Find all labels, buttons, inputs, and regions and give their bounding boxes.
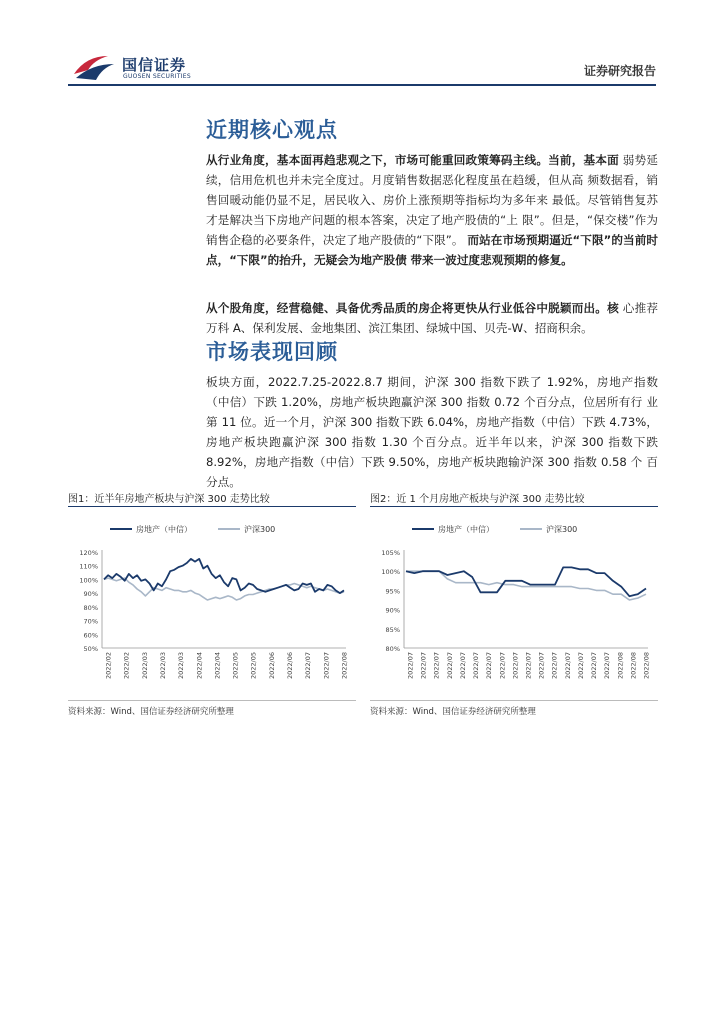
x-tick-label: 2022/07 — [485, 652, 494, 680]
text-line: 业第 11 位。近一个月，沪深 300 指数下跌 6.04%，房地产指数（中信）下跌 4.73%， — [206, 395, 659, 429]
text-line: 心推荐万科 A、保利发展、金地集团、滨江集团、绿城中国、贝壳-W、招商积余。 — [206, 301, 658, 335]
y-tick-label: 80% — [83, 603, 98, 612]
y-tick-label: 105% — [381, 549, 400, 557]
legend-label: 沪深300 — [546, 525, 578, 534]
y-tick-label: 85% — [385, 625, 400, 634]
x-tick-label: 2022/07 — [498, 652, 507, 680]
y-tick-label: 95% — [385, 587, 400, 596]
x-tick-label: 2022/08 — [616, 652, 625, 680]
y-tick-label: 70% — [83, 617, 98, 626]
text-line: 百分点。 — [206, 455, 658, 489]
x-tick-label: 2022/07 — [576, 652, 585, 680]
x-tick-label: 2022/07 — [304, 652, 313, 680]
figure-1-bottom-rule — [68, 700, 356, 701]
x-tick-label: 2022/07 — [563, 652, 572, 680]
x-tick-label: 2022/08 — [629, 652, 638, 680]
text-line: 从个股角度，经营稳健、具备优秀品质的房企将更快从行业低谷中脱颖而出。核 — [206, 301, 619, 315]
figure-2-source: 资料来源：Wind、国信证券经济研究所整理 — [370, 707, 536, 717]
figure-2-chart — [370, 510, 658, 700]
x-tick-label: 2022/07 — [524, 652, 533, 680]
x-tick-label: 2022/07 — [419, 652, 428, 680]
page-header — [68, 48, 656, 86]
section-title-market-review: 市场表现回顾 — [206, 340, 338, 364]
y-tick-label: 50% — [83, 645, 98, 653]
y-tick-label: 60% — [83, 631, 98, 640]
paragraph-market-review — [206, 372, 658, 492]
section-title-core-views: 近期核心观点 — [206, 118, 338, 142]
x-tick-label: 2022/07 — [603, 652, 612, 680]
text-line: 房地产板块跑赢沪深 300 指数 1.30 个百分点。近半年以来，沪深 300 指数下跌 — [206, 435, 658, 449]
y-tick-label: 120% — [79, 549, 98, 557]
x-tick-label: 2022/06 — [267, 652, 276, 680]
x-tick-label: 2022/08 — [642, 652, 651, 680]
text-line: 从行业角度，基本面再趋悲观之下，市场可能重回政策筹码主线。当前，基本面 — [206, 153, 619, 167]
x-tick-label: 2022/07 — [511, 652, 520, 680]
x-tick-label: 2022/07 — [432, 652, 441, 680]
y-tick-label: 80% — [385, 645, 400, 653]
x-tick-label: 2022/04 — [195, 652, 204, 680]
figure-1-title: 图1：近半年房地产板块与沪深 300 走势比较 — [68, 494, 270, 505]
y-tick-label: 100% — [79, 576, 98, 585]
x-tick-label: 2022/07 — [406, 652, 415, 680]
legend-label: 房地产（中信） — [438, 525, 494, 534]
x-tick-label: 2022/07 — [458, 652, 467, 680]
figure-1-top-rule — [68, 506, 356, 507]
text-line: 带来一波过度悲观预期的修复。 — [410, 253, 573, 267]
legend-label: 沪深300 — [244, 525, 276, 534]
figure-2-bottom-rule — [370, 700, 658, 701]
x-tick-label: 2022/08 — [340, 652, 349, 680]
text-line: 最低。尽管销售复苏才是解决当下房地产问题的根本答案，决定了地产股债的“上 — [206, 193, 658, 227]
x-tick-label: 2022/03 — [177, 652, 186, 680]
x-tick-label: 2022/03 — [140, 652, 149, 680]
x-tick-label: 2022/02 — [122, 652, 131, 680]
series-line — [406, 567, 646, 596]
x-tick-label: 2022/07 — [590, 652, 599, 680]
text-line: 而站在市场预期逼近“下限”的当前时点，“下限”的抬升，无疑会为地产股债 — [206, 233, 659, 267]
text-line: 限”。但是，“保交楼”作为销售企稳的必要条件，决定了地产股债的“下限”。 — [206, 213, 658, 247]
text-line: 频数据看，销售回暖动能仍显不足，居民收入、房价上涨预期等指标均为多年来 — [206, 173, 658, 207]
x-tick-label: 2022/02 — [104, 652, 113, 680]
x-tick-label: 2022/03 — [158, 652, 167, 680]
x-tick-label: 2022/04 — [213, 652, 222, 680]
x-tick-label: 2022/07 — [537, 652, 546, 680]
x-tick-label: 2022/07 — [445, 652, 454, 680]
y-tick-label: 90% — [385, 606, 400, 615]
x-tick-label: 2022/05 — [249, 652, 258, 680]
figure-2-top-rule — [370, 506, 658, 507]
text-line: 板块方面，2022.7.25-2022.8.7 期间，沪深 300 指数下跌了 1.92%，房地产指数 — [206, 375, 658, 389]
x-tick-label: 2022/07 — [322, 652, 331, 680]
paragraph-stock-view — [206, 298, 658, 338]
x-tick-label: 2022/07 — [550, 652, 559, 680]
text-line: 8.92%，房地产指数（中信）下跌 9.50%，房地产板块跑输沪深 300 指数 0.58 个 — [206, 455, 643, 469]
figure-1-source: 资料来源：Wind、国信证券经济研究所整理 — [68, 707, 234, 717]
figure-2-title: 图2：近 1 个月房地产板块与沪深 300 走势比较 — [370, 494, 585, 505]
figure-1-chart — [68, 510, 356, 700]
y-tick-label: 90% — [83, 590, 98, 599]
series-line — [406, 571, 646, 600]
paragraph-industry-view — [206, 150, 658, 270]
header-divider — [68, 84, 656, 86]
logo-english-name: GUOSEN SECURITIES — [123, 73, 192, 80]
logo-chinese-name: 国信证券 — [122, 56, 187, 74]
y-tick-label: 100% — [381, 568, 400, 577]
text-line: （中信）下跌 1.20%，房地产板块跑赢沪深 300 指数 0.72 个百分点，位居所有行 — [206, 395, 643, 409]
x-tick-label: 2022/07 — [472, 652, 481, 680]
x-tick-label: 2022/05 — [231, 652, 240, 680]
x-tick-label: 2022/06 — [286, 652, 295, 680]
y-tick-label: 110% — [79, 562, 98, 571]
text-line: 弱势延续，信用危机也并未完全度过。月度销售数据恶化程度虽在趋缓，但从高 — [206, 153, 658, 187]
legend-label: 房地产（中信） — [136, 525, 192, 534]
guosen-logo-icon — [72, 52, 116, 82]
report-type-label: 证券研究报告 — [583, 64, 656, 78]
